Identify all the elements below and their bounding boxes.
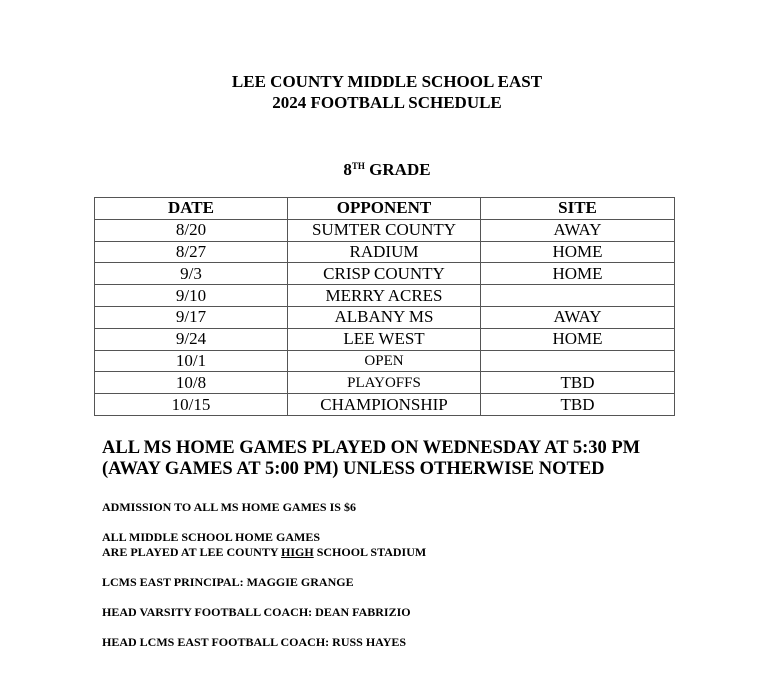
cell-date: 10/1 <box>95 350 288 372</box>
cell-site: AWAY <box>481 219 675 241</box>
varsity-coach-note: HEAD VARSITY FOOTBALL COACH: DEAN FABRIZIO <box>102 605 411 619</box>
table-header-row <box>95 198 675 220</box>
cell-date: 8/27 <box>95 241 288 263</box>
grade-heading <box>0 156 774 180</box>
cell-opponent: OPEN <box>288 350 481 372</box>
cell-opponent: CHAMPIONSHIP <box>288 394 481 416</box>
game-time-notice-line1: ALL MS HOME GAMES PLAYED ON WEDNESDAY AT 5:30 PM <box>102 438 641 458</box>
home-games-post: SCHOOL STADIUM <box>313 545 427 559</box>
cell-site: HOME <box>481 328 675 350</box>
cell-date: 9/24 <box>95 328 288 350</box>
grade-number: 8 <box>343 160 352 179</box>
cell-opponent: PLAYOFFS <box>288 372 481 394</box>
cell-date: 9/10 <box>95 285 288 307</box>
cell-opponent: CRISP COUNTY <box>288 263 481 285</box>
cell-site: TBD <box>481 372 675 394</box>
school-title: LEE COUNTY MIDDLE SCHOOL EAST <box>231 72 543 91</box>
table-row <box>95 263 675 285</box>
cell-date: 9/17 <box>95 306 288 328</box>
admission-note: ADMISSION TO ALL MS HOME GAMES IS $6 <box>102 500 356 514</box>
cell-site: TBD <box>481 394 675 416</box>
home-games-pre: ARE PLAYED AT LEE COUNTY <box>102 545 282 559</box>
cell-opponent: SUMTER COUNTY <box>288 219 481 241</box>
header-date: DATE <box>95 198 288 220</box>
table-row <box>95 350 675 372</box>
grade-suffix: TH <box>351 161 365 171</box>
lcms-coach-note: HEAD LCMS EAST FOOTBALL COACH: RUSS HAYES <box>102 635 407 649</box>
table-row <box>95 306 675 328</box>
table-row <box>95 372 675 394</box>
cell-site: HOME <box>481 241 675 263</box>
home-games-underlined: HIGH <box>281 545 314 559</box>
cell-opponent: ALBANY MS <box>288 306 481 328</box>
cell-date: 10/15 <box>95 394 288 416</box>
cell-date: 9/3 <box>95 263 288 285</box>
home-games-note-line2 <box>102 545 426 560</box>
table-row <box>95 219 675 241</box>
cell-opponent: MERRY ACRES <box>288 285 481 307</box>
table-row <box>95 328 675 350</box>
table-row <box>95 285 675 307</box>
cell-opponent: RADIUM <box>288 241 481 263</box>
schedule-title: 2024 FOOTBALL SCHEDULE <box>272 93 502 112</box>
cell-opponent: LEE WEST <box>288 328 481 350</box>
header-opponent: OPPONENT <box>288 198 481 220</box>
table-row <box>95 241 675 263</box>
header-site: SITE <box>481 198 675 220</box>
schedule-table <box>94 197 675 416</box>
cell-date: 10/8 <box>95 372 288 394</box>
grade-word: GRADE <box>369 160 431 179</box>
table-row <box>95 394 675 416</box>
home-games-note-line1: ALL MIDDLE SCHOOL HOME GAMES <box>102 530 321 544</box>
cell-site: AWAY <box>481 306 675 328</box>
cell-site <box>481 285 675 307</box>
cell-site: HOME <box>481 263 675 285</box>
cell-site <box>481 350 675 372</box>
cell-date: 8/20 <box>95 219 288 241</box>
principal-note: LCMS EAST PRINCIPAL: MAGGIE GRANGE <box>102 575 354 589</box>
game-time-notice-line2: (AWAY GAMES AT 5:00 PM) UNLESS OTHERWISE NOTED <box>102 459 605 479</box>
